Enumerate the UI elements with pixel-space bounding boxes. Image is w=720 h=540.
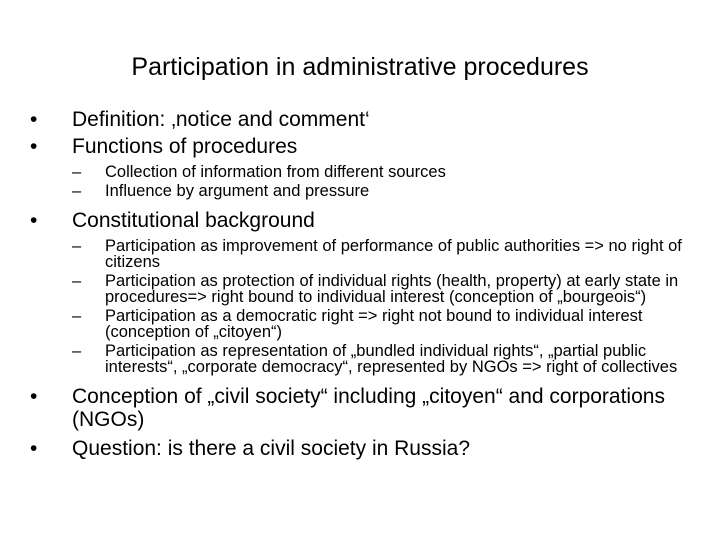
sub-text: Collection of information from different sources (105, 163, 446, 181)
sub-text: Participation as protection of individual rights (health, property) at early state in procedures=> right bound to individual interest (conception of „bourgeois“) (105, 272, 679, 306)
bullet-marker: • (30, 135, 38, 158)
sub-item-democratic-right (30, 308, 690, 340)
dash-marker: – (72, 342, 82, 360)
sub-text: Participation as a democratic right => right not bound to individual interest (conception of „citoyen“) (105, 307, 643, 341)
sub-item-influence (30, 183, 690, 199)
bullet-marker: • (30, 209, 38, 232)
bullet-text: Functions of procedures (72, 135, 298, 158)
dash-marker: – (72, 182, 82, 200)
dash-marker: – (72, 272, 82, 290)
sub-text: Influence by argument and pressure (105, 182, 370, 200)
sub-item-protection (30, 273, 690, 305)
slide-title: Participation in administrative procedures (131, 53, 589, 81)
sub-item-improvement (30, 238, 690, 270)
bullet-item-definition (30, 108, 690, 131)
bullet-marker: • (30, 437, 38, 460)
dash-marker: – (72, 237, 82, 255)
slide-body (30, 108, 690, 460)
bullet-item-civil-society (30, 385, 690, 431)
sub-text: Participation as representation of „bundled individual rights“, „partial public interests“, „corporate democracy“, represented by NGOs => right of collectives (105, 342, 678, 376)
sub-text: Participation as improvement of performance of public authorities => no right of citizens (105, 237, 682, 271)
bullet-text: Constitutional background (72, 209, 315, 232)
sub-item-representation (30, 343, 690, 375)
dash-marker: – (72, 307, 82, 325)
bullet-text: Question: is there a civil society in Russia? (72, 437, 471, 460)
bullet-marker: • (30, 385, 38, 408)
dash-marker: – (72, 163, 82, 181)
bullet-text: Definition: ‚notice and comment‘ (72, 108, 370, 131)
bullet-item-constitutional (30, 209, 690, 232)
bullet-item-question (30, 437, 690, 460)
bullet-marker: • (30, 108, 38, 131)
sub-item-collection (30, 164, 690, 180)
bullet-text: Conception of „civil society“ including „citoyen“ and corporations (NGOs) (72, 385, 665, 431)
bullet-item-functions (30, 135, 690, 158)
